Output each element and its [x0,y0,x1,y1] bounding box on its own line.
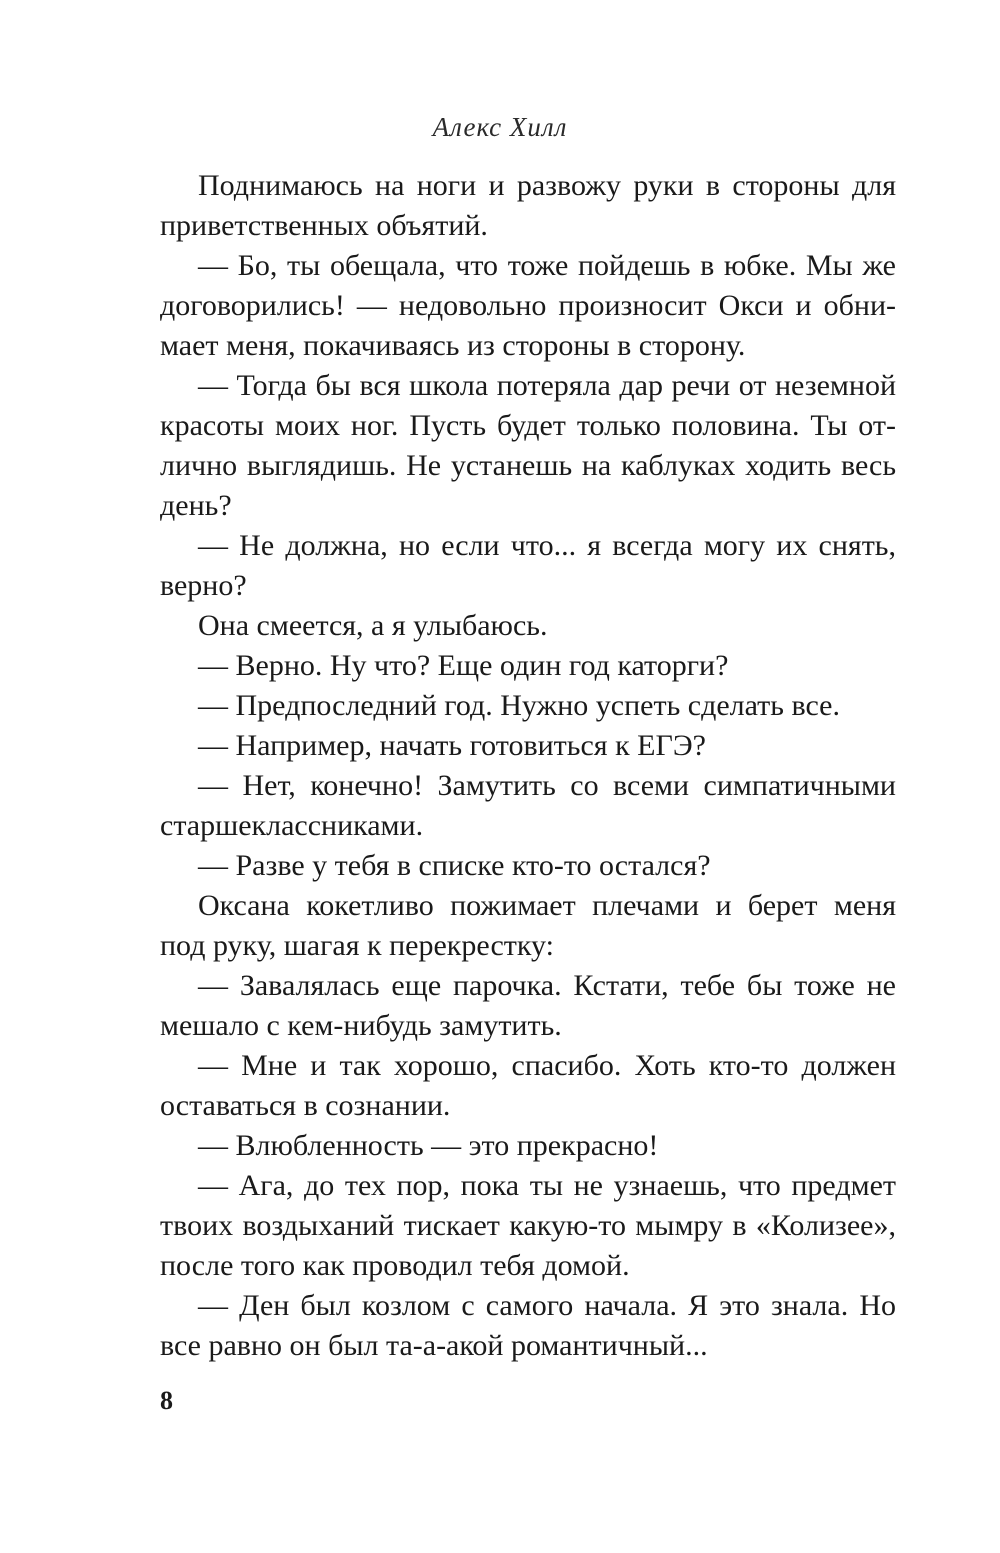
text-line: лично выглядишь. Не устанешь на каблуках ходить весь [160,449,896,482]
text-line: — Разве у тебя в списке кто-то остался? [198,849,711,882]
text-line: договорились! — недовольно произносит Окси и обни- [160,289,896,322]
text-line: — Тогда бы вся школа потеряла дар речи от неземной [198,369,896,402]
text-line: приветственных объятий. [160,209,488,242]
text-line: твоих воздыханий тискает какую-то мымру в «Колизее», [160,1209,896,1242]
text-line: — Бо, ты обещала, что тоже пойдешь в юбке. Мы же [198,249,896,282]
text-line: после того как проводил тебя домой. [160,1249,630,1282]
text-line: — Ага, до тех пор, пока ты не узнаешь, что предмет [198,1169,896,1202]
text-line: Поднимаюсь на ноги и развожу руки в стороны для [198,169,896,202]
text-line: — Например, начать готовиться к ЕГЭ? [198,729,706,762]
text-line: оставаться в сознании. [160,1089,451,1122]
text-line: день? [160,489,232,522]
text-line: — Завалялась еще парочка. Кстати, тебе бы тоже не [198,969,896,1002]
text-line: все равно он был та-а-акой романтичный... [160,1329,708,1362]
text-line: мает меня, покачиваясь из стороны в сторону. [160,329,746,362]
text-line: — Предпоследний год. Нужно успеть сделать все. [198,689,840,722]
text-line: — Мне и так хорошо, спасибо. Хоть кто-то должен [198,1049,896,1082]
text-line: — Ден был козлом с самого начала. Я это знала. Но [198,1289,896,1322]
text-line: — Нет, конечно! Замутить со всеми симпатичными [198,769,896,802]
text-line: верно? [160,569,247,602]
text-line: — Влюбленность — это прекрасно! [198,1129,659,1162]
text-line: Оксана кокетливо пожимает плечами и берет меня [198,889,896,922]
text-line: — Верно. Ну что? Еще один год каторги? [198,649,729,682]
text-line: мешало с кем-нибудь замутить. [160,1009,562,1042]
text-line: красоты моих ног. Пусть будет только половина. Ты от- [160,409,896,442]
text-line: старшеклассниками. [160,809,424,842]
running-head: Алекс Хилл [432,112,568,142]
body-text [160,166,896,1366]
text-line: под руку, шагая к перекрестку: [160,929,554,962]
page-number: 8 [160,1386,173,1415]
text-line: Она смеется, а я улыбаюсь. [198,609,548,642]
text-line: — Не должна, но если что... я всегда могу их снять, [198,529,896,562]
